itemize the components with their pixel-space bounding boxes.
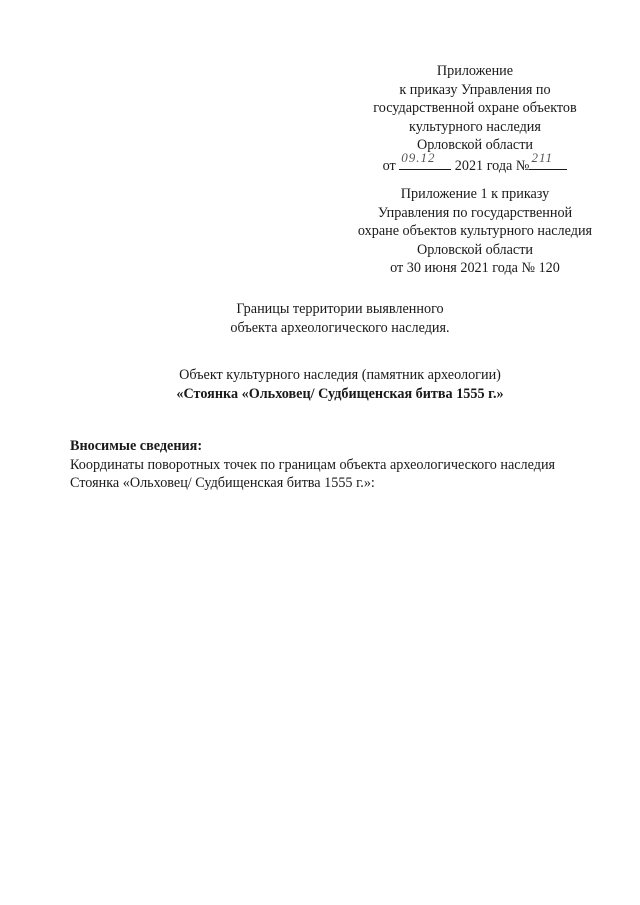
date-prefix: от <box>382 157 396 174</box>
original-appendix-line-4: Орловской области <box>416 241 534 258</box>
title-line-2: объекта археологического наследия. <box>230 319 450 336</box>
appendix-line-1: к приказу Управления по <box>399 81 551 98</box>
original-appendix-header <box>310 185 640 278</box>
object-line-1: Объект культурного наследия (памятник археологии) <box>179 367 501 383</box>
heritage-object <box>100 366 580 403</box>
original-appendix-line-2: Управления по государственной <box>377 204 573 221</box>
handwritten-date <box>399 150 451 170</box>
appendix-line-3: культурного наследия <box>409 118 541 135</box>
appendix-line-2: государственной охране объектов <box>373 100 577 116</box>
original-appendix-line-5: от 30 июня 2021 года № 120 <box>390 260 560 276</box>
handwritten-date-text: 09.12 <box>401 150 436 165</box>
info-section <box>70 437 630 493</box>
document-title <box>140 300 540 337</box>
handwritten-number <box>529 150 567 170</box>
info-line-2: Стоянка «Ольховец/ Судбищенская битва 1555 г.»: <box>70 475 375 491</box>
info-line-1: Координаты поворотных точек по границам объекта археологического наследия <box>70 456 556 473</box>
original-appendix-line-3: охране объектов культурного наследия <box>357 223 593 239</box>
appendix-line-4: Орловской области <box>416 137 534 153</box>
info-heading: Вносимые сведения: <box>70 438 203 454</box>
handwritten-number-text: 211 <box>531 150 553 165</box>
appendix-header <box>310 62 640 175</box>
original-appendix-line-1: Приложение 1 к приказу <box>400 186 550 202</box>
date-suffix: 2021 года № <box>454 157 530 174</box>
appendix-title: Приложение <box>436 63 514 79</box>
appendix-date-line <box>310 150 640 176</box>
object-name: «Стоянка «Ольховец/ Судбищенская битва 1555 г.» <box>176 385 504 402</box>
title-line-1: Границы территории выявленного <box>236 301 444 317</box>
